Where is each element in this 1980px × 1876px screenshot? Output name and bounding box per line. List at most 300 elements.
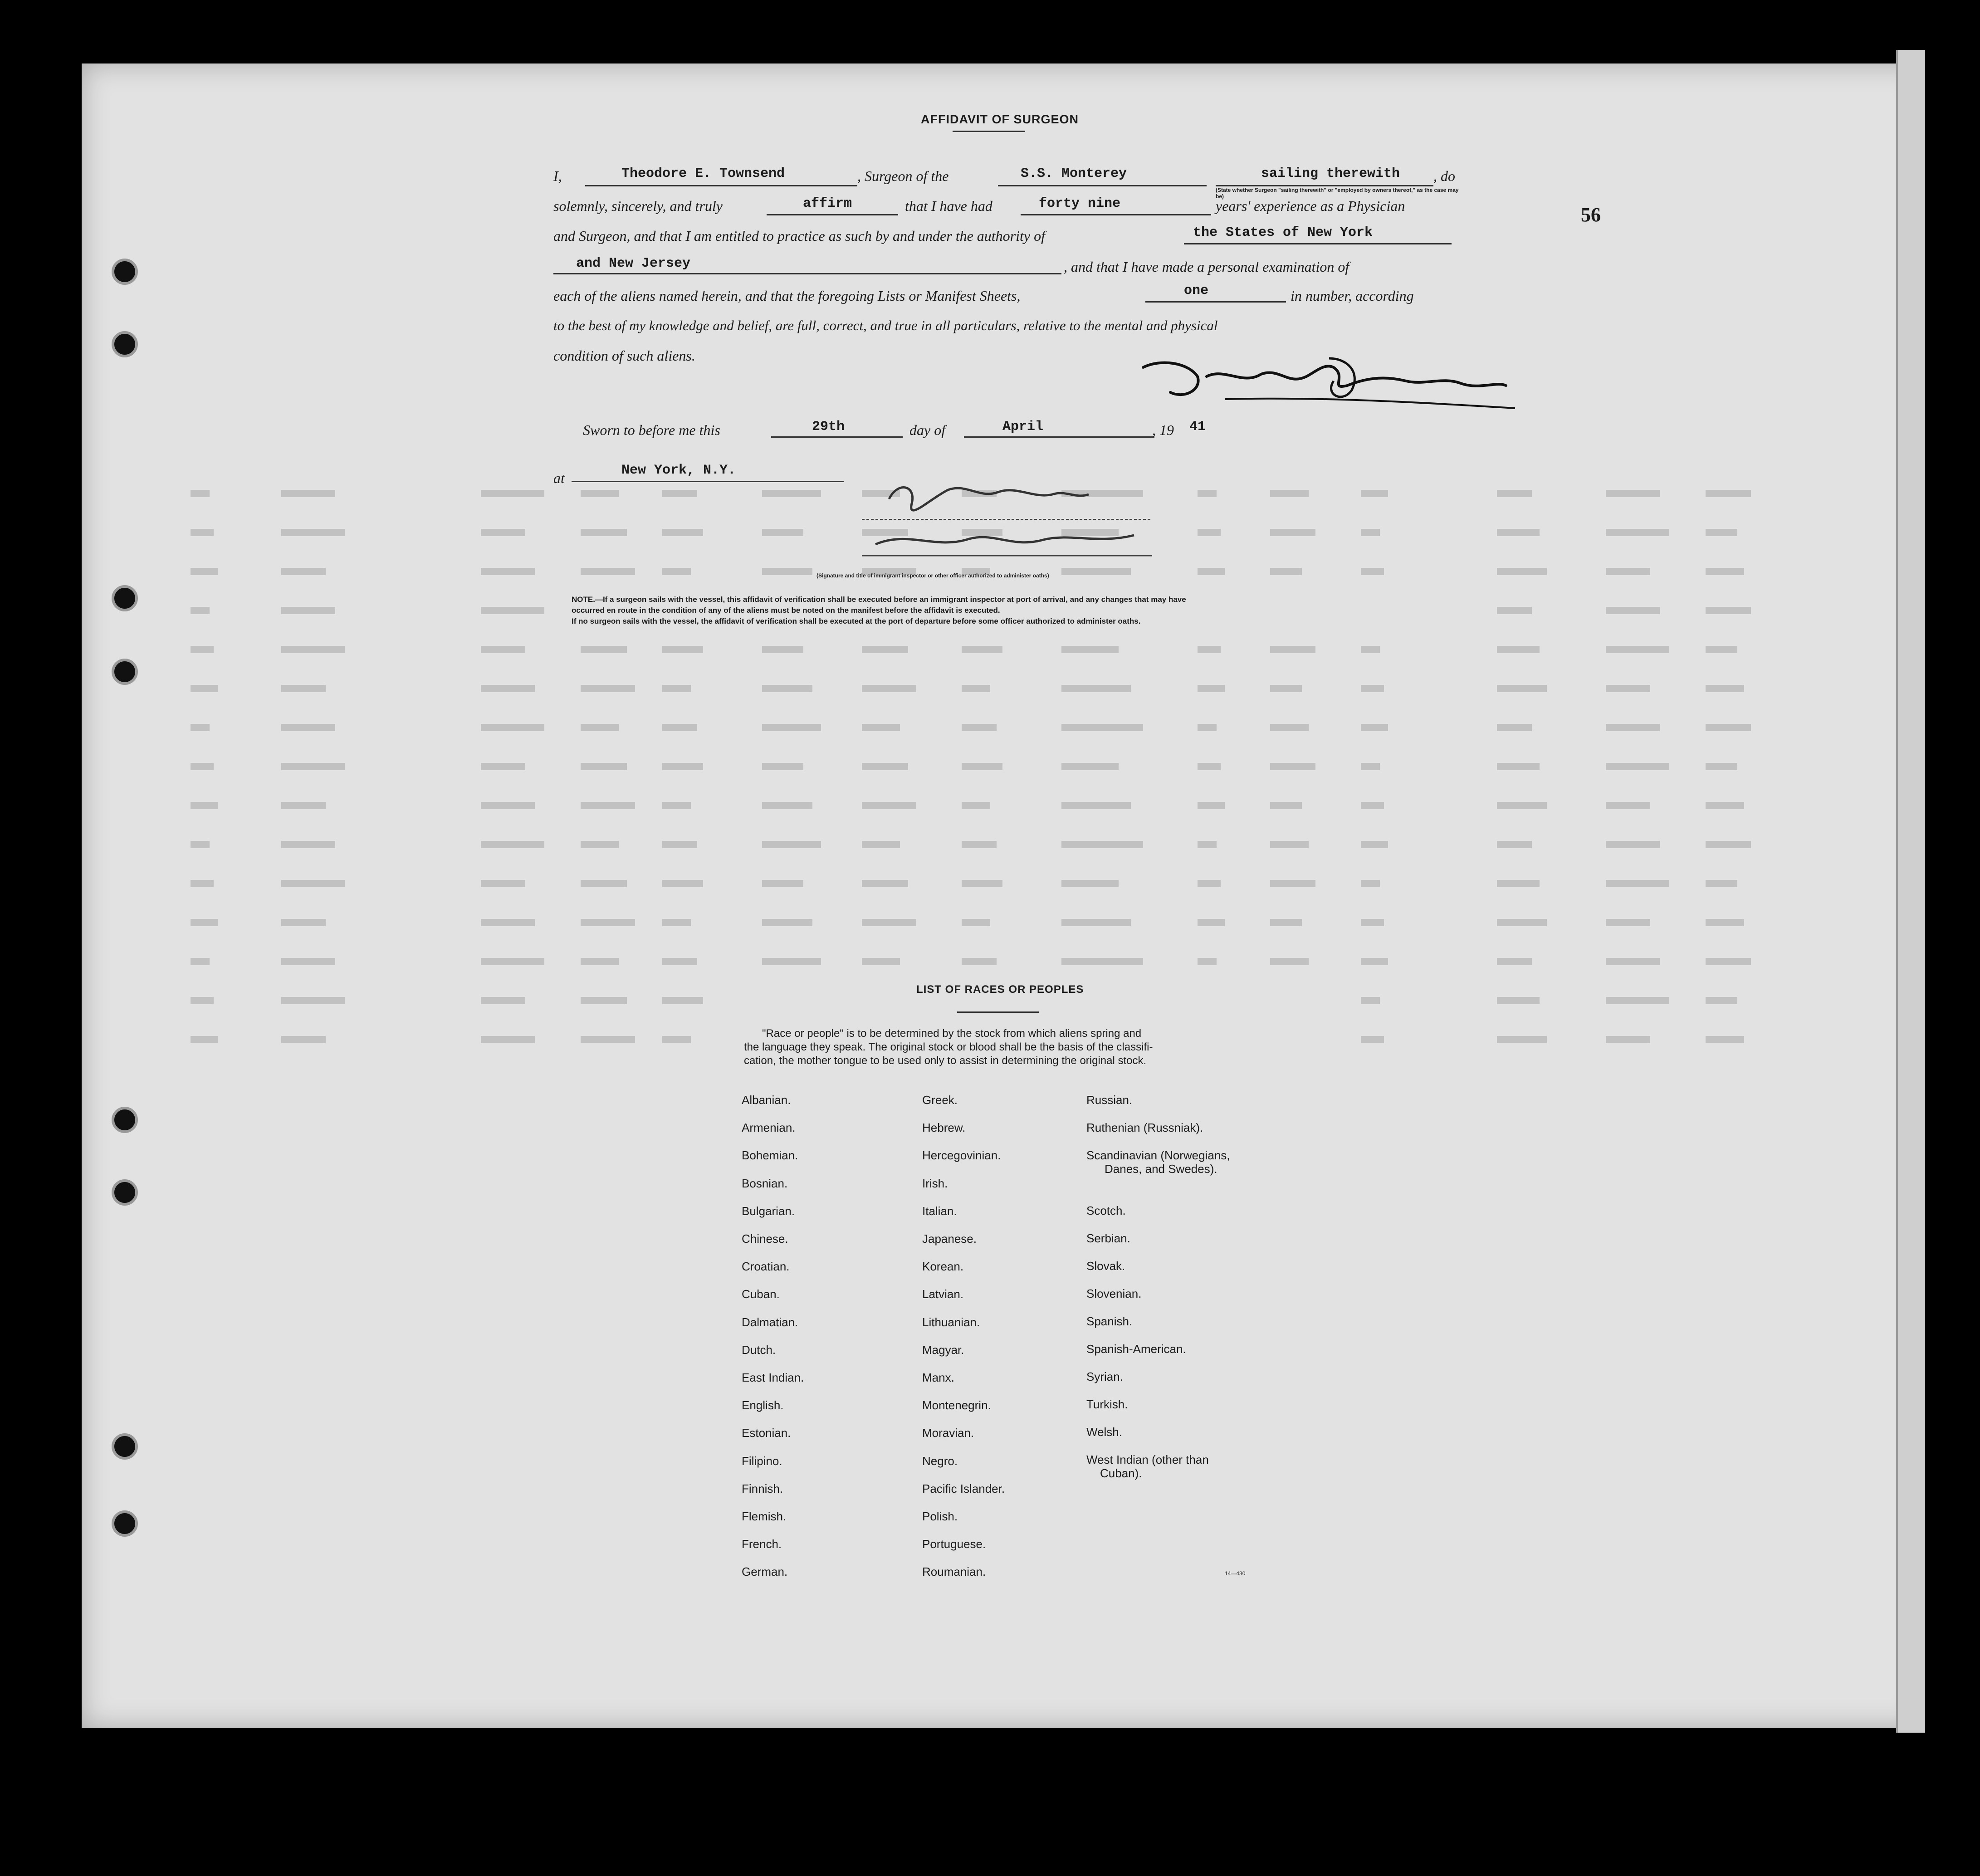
- bleed-through-mark: [1361, 997, 1380, 1004]
- bleed-through-mark: [1706, 763, 1737, 770]
- text-personal-exam: , and that I have made a personal examination of: [1064, 259, 1349, 275]
- bleed-through-mark: [1270, 958, 1309, 965]
- race-item: Russian.: [1086, 1093, 1133, 1107]
- races-intro-line2: the language they speak. The original stock or blood shall be the basis of the classifi-: [744, 1041, 1153, 1053]
- text-i: I,: [553, 168, 562, 184]
- field-line: [572, 481, 844, 482]
- race-item: Lithuanian.: [922, 1315, 980, 1329]
- bleed-through-mark: [1270, 490, 1309, 497]
- bleed-through-mark: [1606, 685, 1650, 692]
- bleed-through-mark: [762, 802, 812, 809]
- bleed-through-mark: [1361, 958, 1388, 965]
- bleed-through-mark: [962, 685, 990, 692]
- race-item: Pacific Islander.: [922, 1481, 1005, 1495]
- bleed-through-mark: [481, 919, 535, 926]
- bleed-through-mark: [1497, 997, 1540, 1004]
- bleed-through-mark: [1606, 763, 1669, 770]
- bleed-through-mark: [281, 568, 326, 575]
- bleed-through-mark: [1606, 646, 1669, 653]
- bleed-through-mark: [581, 763, 627, 770]
- bleed-through-mark: [1497, 568, 1547, 575]
- bleed-through-mark: [1706, 841, 1751, 848]
- bleed-through-mark: [1497, 958, 1532, 965]
- binder-hole: [112, 659, 138, 685]
- race-item: Scotch.: [1086, 1204, 1126, 1217]
- race-item: Albanian.: [742, 1093, 791, 1107]
- bleed-through-mark: [1706, 568, 1744, 575]
- bleed-through-mark: [1198, 841, 1217, 848]
- bleed-through-mark: [1270, 841, 1309, 848]
- bleed-through-mark: [191, 802, 218, 809]
- bleed-through-mark: [581, 724, 619, 731]
- surgeon-name: Theodore E. Townsend: [621, 166, 785, 181]
- bleed-through-mark: [1361, 841, 1388, 848]
- bleed-through-mark: [1361, 763, 1380, 770]
- bleed-through-mark: [762, 529, 803, 536]
- bleed-through-mark: [762, 958, 821, 965]
- text-each-alien: each of the aliens named herein, and that the foregoing Lists or Manifest Sheets,: [553, 288, 1021, 304]
- race-item: Irish.: [922, 1176, 948, 1190]
- bleed-through-mark: [1270, 568, 1302, 575]
- bleed-through-mark: [1361, 802, 1384, 809]
- race-item: Portuguese.: [922, 1537, 986, 1551]
- bleed-through-mark: [481, 841, 544, 848]
- bleed-through-mark: [1706, 997, 1737, 1004]
- bleed-through-mark: [1497, 802, 1547, 809]
- bleed-through-mark: [1497, 724, 1532, 731]
- bleed-through-mark: [581, 841, 619, 848]
- bleed-through-mark: [1706, 607, 1751, 614]
- race-item: Bulgarian.: [742, 1204, 795, 1218]
- bleed-through-mark: [762, 724, 821, 731]
- field-line: [553, 273, 1061, 274]
- bleed-through-mark: [1361, 919, 1384, 926]
- bleed-through-mark: [481, 763, 525, 770]
- bleed-through-mark: [662, 880, 703, 887]
- bleed-through-mark: [1061, 646, 1119, 653]
- race-item: Estonian.: [742, 1426, 791, 1440]
- bleed-through-mark: [481, 802, 535, 809]
- bleed-through-mark: [191, 724, 210, 731]
- race-item: Bohemian.: [742, 1148, 798, 1163]
- race-item: Hercegovinian.: [922, 1148, 1001, 1163]
- bleed-through-mark: [1606, 490, 1660, 497]
- race-item: French.: [742, 1537, 782, 1551]
- race-item: Chinese.: [742, 1232, 788, 1246]
- bleed-through-mark: [281, 1036, 326, 1043]
- field-line: [1145, 301, 1286, 303]
- bleed-through-mark: [1361, 724, 1388, 731]
- form-number: 14—430: [1225, 1570, 1246, 1577]
- race-item: Hebrew.: [922, 1121, 966, 1135]
- authority-line2: and New Jersey: [576, 256, 691, 271]
- race-item: German.: [742, 1565, 788, 1579]
- bleed-through-mark: [281, 880, 345, 887]
- bleed-through-mark: [1061, 763, 1119, 770]
- bleed-through-mark: [762, 646, 803, 653]
- bleed-through-mark: [191, 1036, 218, 1043]
- race-item: Manx.: [922, 1371, 954, 1384]
- bleed-through-mark: [862, 880, 908, 887]
- ship-name: S.S. Monterey: [1021, 166, 1127, 181]
- bleed-through-mark: [662, 802, 691, 809]
- bleed-through-mark: [481, 607, 544, 614]
- race-item: Latvian.: [922, 1287, 964, 1301]
- bleed-through-mark: [1497, 880, 1540, 887]
- binder-hole: [112, 259, 138, 285]
- bleed-through-mark: [962, 919, 990, 926]
- bleed-through-mark: [1270, 802, 1302, 809]
- bleed-through-mark: [1706, 1036, 1744, 1043]
- bleed-through-mark: [281, 724, 335, 731]
- race-item: Finnish.: [742, 1481, 783, 1495]
- race-item: Bosnian.: [742, 1176, 788, 1190]
- bleed-through-mark: [862, 685, 916, 692]
- race-item: Polish.: [922, 1510, 958, 1523]
- binder-hole: [112, 1179, 138, 1206]
- race-item: Moravian.: [922, 1426, 974, 1440]
- race-item: Roumanian.: [922, 1565, 986, 1579]
- bleed-through-mark: [581, 568, 635, 575]
- field-line: [998, 185, 1207, 186]
- field-line: [771, 436, 903, 438]
- bleed-through-mark: [862, 802, 916, 809]
- bleed-through-mark: [762, 841, 821, 848]
- race-item: Flemish.: [742, 1510, 787, 1523]
- bleed-through-mark: [581, 529, 627, 536]
- bleed-through-mark: [662, 997, 703, 1004]
- sailing-status: sailing therewith: [1261, 166, 1400, 181]
- sworn-month: April: [1002, 419, 1044, 435]
- bleed-through-mark: [1198, 802, 1225, 809]
- bleed-through-mark: [762, 568, 812, 575]
- bleed-through-mark: [281, 646, 345, 653]
- text-surgeon-of: , Surgeon of the: [857, 168, 949, 184]
- bleed-through-mark: [662, 919, 691, 926]
- bleed-through-mark: [481, 529, 525, 536]
- bleed-through-mark: [191, 568, 218, 575]
- sworn-day: 29th: [812, 419, 845, 435]
- race-item: Welsh.: [1086, 1425, 1122, 1439]
- bleed-through-mark: [481, 958, 544, 965]
- race-item: Serbian.: [1086, 1231, 1130, 1245]
- text-do: , do: [1433, 168, 1455, 184]
- bleed-through-mark: [762, 919, 812, 926]
- sworn-place: New York, N.Y.: [621, 463, 736, 478]
- race-item: Cuban.: [742, 1287, 780, 1301]
- field-line: [1021, 214, 1211, 215]
- bleed-through-mark: [662, 685, 691, 692]
- bleed-through-mark: [1606, 841, 1660, 848]
- race-item: East Indian.: [742, 1371, 804, 1384]
- bleed-through-mark: [762, 685, 812, 692]
- bleed-through-mark: [1061, 958, 1143, 965]
- bleed-through-mark: [1361, 529, 1380, 536]
- bleed-through-mark: [481, 997, 525, 1004]
- bleed-through-mark: [1061, 919, 1131, 926]
- text-in-number: in number, according: [1291, 288, 1414, 304]
- text-and-surgeon: and Surgeon, and that I am entitled to practice as such by and under the authority of: [553, 228, 1045, 244]
- bleed-through-mark: [1706, 646, 1737, 653]
- bleed-through-mark: [1606, 880, 1669, 887]
- bleed-through-mark: [1606, 802, 1650, 809]
- bleed-through-mark: [191, 841, 210, 848]
- bleed-through-mark: [581, 997, 627, 1004]
- bleed-through-mark: [1497, 490, 1532, 497]
- bleed-through-mark: [281, 958, 335, 965]
- bleed-through-mark: [762, 880, 803, 887]
- binder-hole: [112, 1433, 138, 1460]
- bleed-through-mark: [662, 568, 691, 575]
- bleed-through-mark: [662, 646, 703, 653]
- binder-hole: [112, 585, 138, 611]
- bleed-through-mark: [1198, 919, 1225, 926]
- bleed-through-mark: [862, 841, 900, 848]
- bleed-through-mark: [1270, 724, 1309, 731]
- bleed-through-mark: [581, 1036, 635, 1043]
- field-line: [1216, 185, 1433, 186]
- bleed-through-mark: [281, 763, 345, 770]
- race-item: Spanish.: [1086, 1314, 1133, 1328]
- bleed-through-mark: [1270, 685, 1302, 692]
- bleed-through-mark: [1270, 880, 1315, 887]
- bleed-through-mark: [1497, 841, 1532, 848]
- text-condition: condition of such aliens.: [553, 347, 695, 364]
- bleed-through-mark: [281, 607, 335, 614]
- note-line3: If no surgeon sails with the vessel, the affidavit of verification shall be executed at the port of departure before some officer authorized to administer oaths.: [572, 617, 1141, 625]
- bleed-through-mark: [481, 568, 535, 575]
- text-at: at: [553, 470, 565, 486]
- bleed-through-mark: [1706, 880, 1737, 887]
- bleed-through-mark: [862, 919, 916, 926]
- bleed-through-mark: [1706, 919, 1744, 926]
- text-sworn: Sworn to before me this: [583, 422, 720, 438]
- note-line2: occurred en route in the condition of any of the aliens must be noted on the manifest before the affidavit is executed.: [572, 606, 1000, 615]
- bleed-through-mark: [1497, 646, 1540, 653]
- races-title-underline: [957, 1011, 1039, 1013]
- bleed-through-mark: [662, 841, 697, 848]
- race-item: Korean.: [922, 1260, 964, 1274]
- bleed-through-mark: [1270, 919, 1302, 926]
- bleed-through-mark: [962, 802, 990, 809]
- bleed-through-mark: [1706, 958, 1751, 965]
- race-item: Cuban).: [1100, 1466, 1142, 1480]
- text-that-i-have-had: that I have had: [905, 198, 992, 214]
- bleed-through-mark: [1270, 763, 1315, 770]
- race-item: Turkish.: [1086, 1397, 1128, 1411]
- field-line: [964, 436, 1154, 438]
- bleed-through-mark: [762, 490, 821, 497]
- bleed-through-mark: [481, 490, 544, 497]
- bleed-through-mark: [762, 763, 803, 770]
- bleed-through-mark: [1061, 880, 1119, 887]
- field-line: [1184, 243, 1452, 244]
- bleed-through-mark: [962, 841, 997, 848]
- bleed-through-mark: [1606, 607, 1660, 614]
- bleed-through-mark: [191, 490, 210, 497]
- bleed-through-mark: [1606, 919, 1650, 926]
- bleed-through-mark: [1497, 919, 1547, 926]
- bleed-through-mark: [1361, 568, 1384, 575]
- bleed-through-mark: [1361, 685, 1384, 692]
- races-title: LIST OF RACES OR PEOPLES: [916, 983, 1084, 996]
- text-year-prefix: , 19: [1152, 422, 1174, 438]
- bleed-through-mark: [862, 724, 900, 731]
- text-day-of: day of: [909, 422, 946, 438]
- bleed-through-mark: [1270, 529, 1315, 536]
- bleed-through-mark: [281, 919, 326, 926]
- bleed-through-mark: [481, 685, 535, 692]
- text-solemnly: solemnly, sincerely, and truly: [553, 198, 723, 214]
- bleed-through-mark: [862, 763, 908, 770]
- bleed-through-mark: [1606, 958, 1660, 965]
- bleed-through-mark: [1706, 490, 1751, 497]
- race-item: Japanese.: [922, 1232, 977, 1246]
- bleed-through-mark: [581, 646, 627, 653]
- race-item: Magyar.: [922, 1343, 964, 1357]
- bleed-through-mark: [281, 490, 335, 497]
- bleed-through-mark: [581, 685, 635, 692]
- page-edge: [1896, 50, 1925, 1733]
- binder-hole: [112, 1107, 138, 1133]
- bleed-through-mark: [1198, 958, 1217, 965]
- race-item: Syrian.: [1086, 1370, 1123, 1383]
- bleed-through-mark: [862, 646, 908, 653]
- bleed-through-mark: [1061, 802, 1131, 809]
- race-item: Dalmatian.: [742, 1315, 798, 1329]
- bleed-through-mark: [191, 607, 210, 614]
- race-item: Slovenian.: [1086, 1287, 1142, 1300]
- bleed-through-mark: [581, 919, 635, 926]
- bleed-through-mark: [1706, 529, 1737, 536]
- race-item: Ruthenian (Russniak).: [1086, 1121, 1203, 1134]
- bleed-through-mark: [1198, 685, 1225, 692]
- race-item: Italian.: [922, 1204, 957, 1218]
- race-item: Montenegrin.: [922, 1398, 991, 1412]
- bleed-through-mark: [1706, 724, 1751, 731]
- bleed-through-mark: [281, 841, 335, 848]
- bleed-through-mark: [481, 724, 544, 731]
- bleed-through-mark: [1061, 724, 1143, 731]
- bleed-through-mark: [1606, 568, 1650, 575]
- race-item: Dutch.: [742, 1343, 776, 1357]
- bleed-through-mark: [191, 880, 214, 887]
- race-item: Greek.: [922, 1093, 958, 1107]
- bleed-through-mark: [862, 958, 900, 965]
- bleed-through-mark: [281, 802, 326, 809]
- bleed-through-mark: [1497, 1036, 1547, 1043]
- bleed-through-mark: [191, 685, 218, 692]
- bleed-through-mark: [191, 763, 214, 770]
- bleed-through-mark: [1361, 646, 1380, 653]
- bleed-through-mark: [1061, 685, 1131, 692]
- race-item: Filipino.: [742, 1454, 782, 1468]
- bleed-through-mark: [1706, 802, 1744, 809]
- affidavit-title: AFFIDAVIT OF SURGEON: [921, 112, 1079, 126]
- race-item: Croatian.: [742, 1260, 790, 1274]
- bleed-through-mark: [662, 958, 697, 965]
- officer-signature: [862, 472, 1207, 562]
- bleed-through-mark: [1497, 529, 1540, 536]
- bleed-through-mark: [481, 646, 525, 653]
- field-line: [767, 214, 898, 215]
- bleed-through-mark: [1198, 646, 1221, 653]
- sworn-year: 41: [1189, 419, 1206, 435]
- bleed-through-mark: [962, 880, 1002, 887]
- binder-hole: [112, 331, 138, 357]
- bleed-through-mark: [1270, 646, 1315, 653]
- race-item: Scandinavian (Norwegians,: [1086, 1148, 1230, 1162]
- bleed-through-mark: [281, 529, 345, 536]
- bleed-through-mark: [1198, 568, 1225, 575]
- status-hint: (State whether Surgeon "sailing therewith" or "employed by owners thereof," as the case may be): [1216, 187, 1459, 200]
- bleed-through-mark: [1198, 763, 1221, 770]
- surgeon-signature: [1134, 349, 1533, 417]
- bleed-through-mark: [1061, 841, 1143, 848]
- race-item: Danes, and Swedes).: [1105, 1162, 1217, 1176]
- note-line1: NOTE.—If a surgeon sails with the vessel, this affidavit of verification shall be executed before an immigrant inspector at port of arrival, and any changes that may have: [572, 595, 1186, 604]
- bleed-through-mark: [662, 1036, 691, 1043]
- bleed-through-mark: [191, 997, 214, 1004]
- bleed-through-mark: [1606, 529, 1669, 536]
- bleed-through-mark: [1497, 763, 1540, 770]
- bleed-through-mark: [1361, 1036, 1384, 1043]
- bleed-through-mark: [481, 1036, 535, 1043]
- bleed-through-mark: [191, 529, 214, 536]
- bleed-through-mark: [281, 685, 326, 692]
- years-experience: forty nine: [1039, 196, 1121, 211]
- bleed-through-mark: [1606, 997, 1669, 1004]
- race-item: Spanish-American.: [1086, 1342, 1186, 1356]
- races-intro-line3: cation, the mother tongue to be used only to assist in determining the original stock.: [744, 1055, 1147, 1067]
- text-years-experience: years' experience as a Physician: [1216, 198, 1405, 214]
- bleed-through-mark: [662, 529, 703, 536]
- bleed-through-mark: [581, 490, 619, 497]
- bleed-through-mark: [191, 919, 218, 926]
- document-page: [82, 64, 1923, 1728]
- bleed-through-mark: [581, 802, 635, 809]
- race-item: Armenian.: [742, 1121, 796, 1135]
- bleed-through-mark: [662, 724, 697, 731]
- bleed-through-mark: [962, 646, 1002, 653]
- bleed-through-mark: [1606, 724, 1660, 731]
- race-item: Slovak.: [1086, 1259, 1125, 1273]
- bleed-through-mark: [281, 997, 345, 1004]
- bleed-through-mark: [962, 724, 997, 731]
- text-best-knowledge: to the best of my knowledge and belief, are full, correct, and true in all particulars, relative to the mental and physical: [553, 318, 1218, 333]
- bleed-through-mark: [962, 958, 997, 965]
- bleed-through-mark: [1497, 607, 1532, 614]
- bleed-through-mark: [581, 880, 627, 887]
- bleed-through-mark: [481, 880, 525, 887]
- bleed-through-mark: [1361, 880, 1380, 887]
- officer-caption: (Signature and title of immigrant inspector or other officer authorized to administer oaths): [816, 572, 1049, 579]
- bleed-through-mark: [1198, 880, 1221, 887]
- bleed-through-mark: [662, 490, 697, 497]
- title-underline: [953, 131, 1025, 132]
- bleed-through-mark: [1706, 685, 1744, 692]
- authority-line1: the States of New York: [1193, 225, 1373, 240]
- affirm-word: affirm: [803, 196, 852, 211]
- sheets-count: one: [1184, 283, 1209, 298]
- race-item: English.: [742, 1398, 784, 1412]
- race-item: Negro.: [922, 1454, 958, 1468]
- bleed-through-mark: [191, 958, 210, 965]
- bleed-through-mark: [662, 763, 703, 770]
- bleed-through-mark: [1497, 685, 1547, 692]
- race-item: West Indian (other than: [1086, 1453, 1209, 1466]
- binder-hole: [112, 1510, 138, 1537]
